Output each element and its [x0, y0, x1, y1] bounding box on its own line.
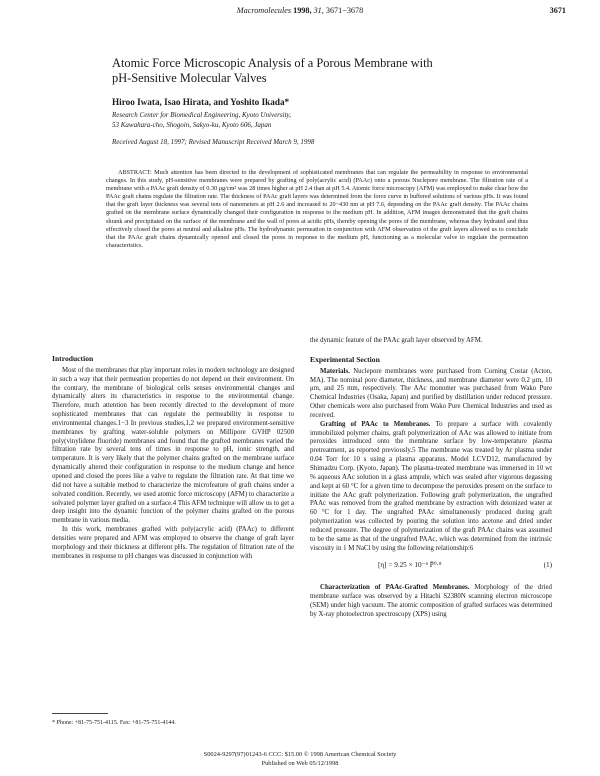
equation-number: (1): [543, 561, 552, 570]
running-head-citation: [0, 6, 600, 15]
journal-volume: 31,: [313, 6, 324, 15]
equation-1: [310, 559, 552, 575]
title-line-2: pH-Sensitive Molecular Valves: [112, 71, 267, 85]
affiliation-line-2: 53 Kawahara-cho, Shogoin, Sakyo-ku, Kyoto 606, Japan: [112, 120, 272, 129]
characterization-text: Morphology of the dried membrane surface was observed by a Hitachi S2380N scanning electron microscope (SEM) under high vacuum. The atomic composition of grafted surfaces was determined by X-ray photoelectron spectroscopy (XPS) using: [310, 584, 552, 618]
copyright-line: S0024-9297(97)01243-6 CCC: $15.00 © 1998 American Chemical Society: [203, 751, 397, 758]
right-column: [310, 337, 552, 620]
materials-paragraph: [310, 368, 552, 421]
journal-pages: 3671−3678: [325, 6, 364, 15]
introduction-heading: Introduction: [52, 354, 94, 363]
abstract: [106, 169, 528, 250]
introduction-paragraph-1: Most of the membranes that play important roles in modern technology are designed in such a way that their permeation properties do not depend on their environment. On the contrary, the membrane of biological cells senses environmental changes and dynamically alters its characteristics in response to the environmental change. Therefore, much attention has been recently directed to the development of more sophisticated membranes that can regulate the permeability in response to environmental changes.1−3 In previous studies,1,2 we prepared environment-sensitive membranes by grafting water-soluble polymers on Millipore GVHP 02500 poly(vinylidene fluoride) membranes and found that the grafted membranes varied the filtration rate by several tens of times in response to pH, ionic strength, and temperature. It is very likely that the polymer chains grafted on the membrane surface dynamically altered their configuration in response to the medium change and hence opened and closed the pores like a valve to regulate the filtration rate. At that time we did not have a suitable method to characterize the microfeature of graft chains under a solvated condition. Recently, we used atomic force microscopy (AFM) to characterize a solvated polymer layer grafted on a surface.4 This AFM technique will allow us to get a deep insight into the dynamic function of the polymer chains grafted on the porous membrane in various media.: [52, 366, 294, 525]
materials-text: Nuclepore membranes were purchased from Corning Costar (Acton, MA). The nominal pore diameter, thickness, and membrane diameter were 0.2 μm, 10 μm, and 25 mm, respectively. The AAc monomer was purchased from Wako Pure Chemical Industries (Osaka, Japan) and purified by distillation under reduced pressure. Other chemicals were also purchased from Wako Pure Chemical Industries and used as received.: [310, 367, 552, 419]
grafting-paragraph: [310, 421, 552, 554]
introduction-paragraph-2: In this work, membranes grafted with poly(acrylic acid) (PAAc) to different densities were prepared and AFM was employed to observe the change of graft layer morphology and their thickness at different pHs. The regulation of filtration rate of the membranes in response to pH changes was discussed in conjunction with: [52, 526, 294, 560]
equation-expression: [η] = 9.25 × 10⁻⁴ P̄⁰·⁸: [378, 561, 442, 570]
page-number: 3671: [549, 6, 566, 15]
abstract-text: Much attention has been directed to the development of sophisticated membranes that can regulate the permeability in response to environmental changes. In this study, pH-sensitive membranes were prepared by grafting of poly(acrylic acid) (PAAc) onto a porous Nuclepore membrane. The filtration rate of a membrane with a PAAc graft density of 0.30 μg/cm² was 28 times higher at pH 2.4 than at pH 5.4. Atomic force microscopy (AFM) was employed to make clear how the PAAc graft chains regulate the filtration rate. The thickness of PAAc graft layers was determined from the force curve in buffered solutions of various pHs. It was found that the graft layer thickness was several tens of nanometers at pH 2.6 and increased to 20−430 nm at pH 7.6, depending on the PAAc graft density. The PAAc chains grafted on the membrane surface dynamically changed their configuration in response to the medium pH. In addition, AFM images demonstrated that the graft chains shrank and precipitated on the surface of the membrane and the wall of pores at acidic pHs, thereby opening the pores of the membrane, whereas they hydrated and thus effectively closed the pores at neutral and alkaline pHs. The hydrodynamic permeation in conjunction with AFM observation of the graft layers allowed us to conclude that the PAAc graft chains dynamically opened and closed the pores in response to the medium pH, functioning as a molecular valve to regulate the permeation characteristics.: [106, 169, 529, 249]
publication-date-line: Published on Web 05/12/1998: [261, 760, 339, 767]
authors: Hiroo Iwata, Isao Hirata, and Yoshito Ikada*: [112, 97, 290, 107]
footnote-rule: [52, 713, 108, 714]
affiliation-line-1: Research Center for Biomedical Engineering, Kyoto University,: [112, 111, 291, 119]
grafting-text: To prepare a surface with covalently immobilized polymer chains, graft polymerization of AAc was allowed to initiate from peroxides introduced onto the membrane surface by low-temperature plasma pretreatment, as reported previously.5 The membrane was treated by Ar plasma under 0.04 Torr for 10 s using a plasma apparatus, Model LCVD12, manufactured by Shimadzu Corp. (Kyoto, Japan). The plasma-treated membrane was immersed in 10 wt % aqueous AAc solution in a glass ampule, which was sealed after vigorous degassing and kept at 60 °C for a given time to decompose the peroxides present on the surface to initiate the AAc graft polymerization. Following graft polymerization, the ungrafted PAAc was removed from the grafted membrane by extraction with deionized water at 60 °C for 1 day. The ungrafted PAAc simultaneously produced during graft polymerization was collected by pouring the solution into acetone and dried under reduced pressure. The degree of polymerization of the graft PAAc chains was assumed to be the same as that of the ungrafted PAAc, which was determined from the intrinsic viscosity in 1 M NaCl by using the following relationship:6: [310, 420, 552, 552]
introduction-continuation: the dynamic feature of the PAAc graft layer observed by AFM.: [310, 337, 483, 344]
materials-lead: Materials.: [320, 367, 350, 375]
article-title: [112, 56, 532, 86]
experimental-heading: Experimental Section: [310, 354, 380, 364]
characterization-lead: Characterization of PAAc-Grafted Membranes.: [320, 584, 470, 592]
footnote: * Phone: +81-75-751-4115. Fax: +81-75-751-4144.: [52, 720, 176, 726]
journal-name: Macromolecules: [236, 6, 292, 15]
received-dates: Received August 18, 1997; Revised Manuscript Received March 9, 1998: [112, 138, 315, 146]
characterization-paragraph: [310, 584, 552, 619]
affiliation: [112, 111, 492, 130]
grafting-lead: Grafting of PAAc to Membranes.: [320, 420, 431, 428]
abstract-label: ABSTRACT:: [118, 169, 152, 176]
left-column: [52, 355, 294, 561]
title-line-1: Atomic Force Microscopic Analysis of a Porous Membrane with: [112, 56, 433, 70]
journal-year: 1998,: [293, 6, 312, 15]
